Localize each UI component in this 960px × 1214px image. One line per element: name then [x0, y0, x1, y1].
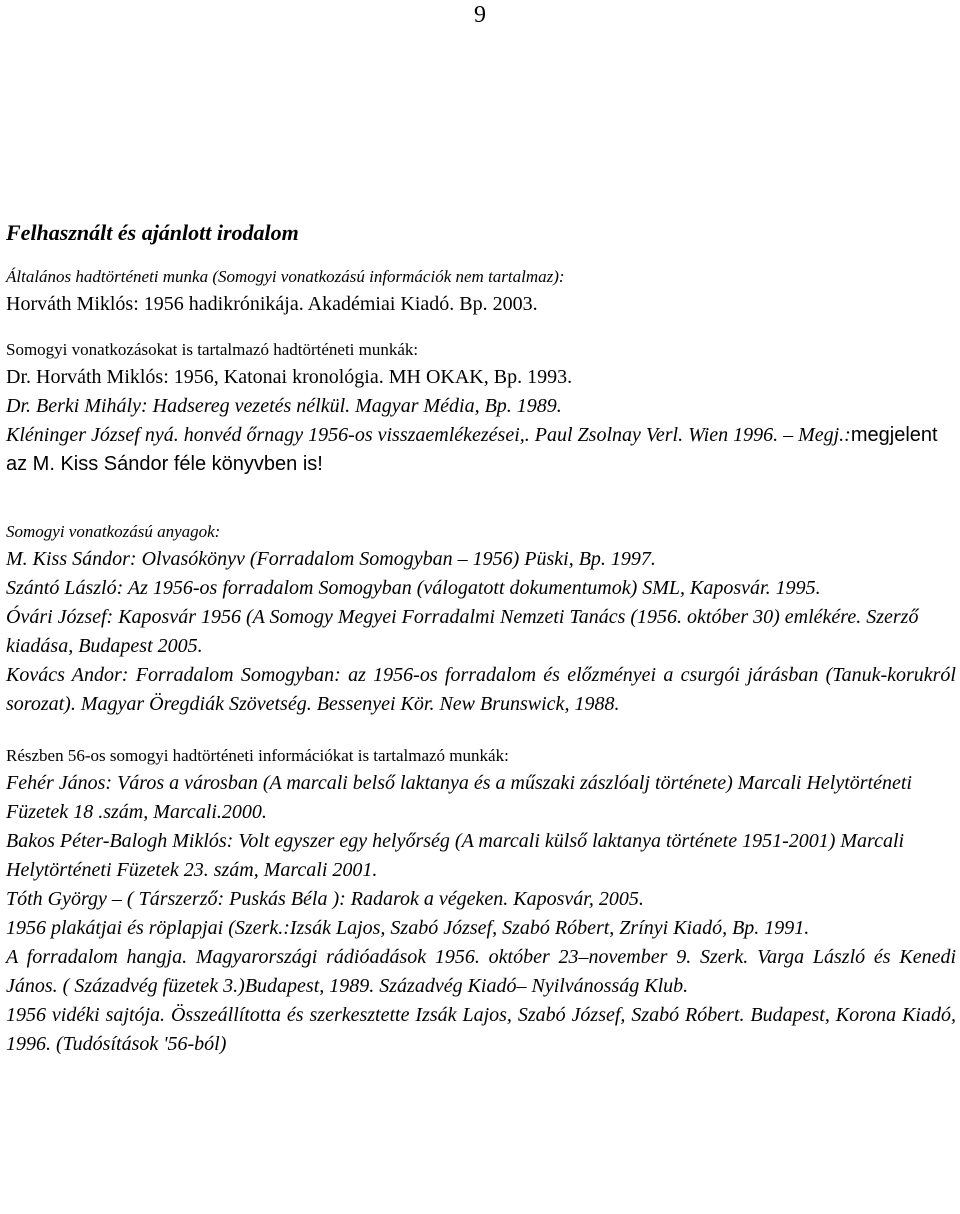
entry-note: megjelent az M. Kiss Sándor féle könyvben is! — [6, 424, 938, 475]
bibliography-entry: Szántó László: Az 1956-os forradalom Somogyban (válogatott dokumentumok) SML, Kaposvár. 1995. — [6, 577, 821, 599]
section-label-general: Általános hadtörténeti munka (Somogyi vonatkozású információk nem tartalmaz): — [6, 267, 565, 286]
entry-citation: Kléninger József nyá. honvéd őrnagy 1956-os visszaemlékezései,. Paul Zsolnay Verl. Wien 1996. – Megj.: — [6, 424, 851, 446]
bibliography-entry — [6, 421, 956, 479]
bibliography — [6, 218, 956, 1059]
bibliography-entry: Óvári József: Kaposvár 1956 (A Somogy Megyei Forradalmi Nemzeti Tanács (1956. október 30) emlékére. Szerző kiadása, Budapest 2005. — [6, 606, 919, 657]
bibliography-entry: Tóth György – ( Társzerző: Puskás Béla ): Radarok a végeken. Kaposvár, 2005. — [6, 888, 644, 910]
section-label-somogy-materials: Somogyi vonatkozású anyagok: — [6, 522, 221, 541]
bibliography-entry: 1956 vidéki sajtója. Összeállította és szerkesztette Izsák Lajos, Szabó József, Szabó Róbert. Budapest, Korona Kiadó, 1996. (Tudósítások '56-ból) — [6, 1004, 956, 1055]
bibliography-entry: Dr. Horváth Miklós: 1956, Katonai kronológia. MH OKAK, Bp. 1993. — [6, 366, 573, 388]
bibliography-entry: M. Kiss Sándor: Olvasókönyv (Forradalom Somogyban – 1956) Püski, Bp. 1997. — [6, 548, 656, 570]
bibliography-entry: Kovács Andor: Forradalom Somogyban: az 1956-os forradalom és előzményei a csurgói járásban (Tanuk-korukról sorozat). Magyar Öregdiák Szövetség. Bessenyei Kör. New Brunswick, 1988. — [6, 664, 956, 715]
bibliography-entry: A forradalom hangja. Magyarországi rádióadások 1956. október 23–november 9. Szerk. Varga László és Kenedi János. ( Századvég füzetek 3.)Budapest, 1989. Századvég Kiadó– Nyilvánosság Klub. — [6, 946, 956, 997]
section-heading: Felhasznált és ajánlott irodalom — [6, 220, 299, 245]
bibliography-entry: Bakos Péter-Balogh Miklós: Volt egyszer egy helyőrség (A marcali külső laktanya története 1951-2001) Marcali Helytörténeti Füzetek 23. szám, Marcali 2001. — [6, 830, 905, 881]
section-label-somogy-military: Somogyi vonatkozásokat is tartalmazó hadtörténeti munkák: — [6, 340, 419, 359]
bibliography-entry: Dr. Berki Mihály: Hadsereg vezetés nélkül. Magyar Média, Bp. 1989. — [6, 395, 562, 417]
bibliography-entry: 1956 plakátjai és röplapjai (Szerk.:Izsák Lajos, Szabó József, Szabó Róbert, Zrínyi Kiadó, Bp. 1991. — [6, 917, 810, 939]
page-number: 9 — [474, 2, 486, 28]
section-label-partial: Részben 56-os somogyi hadtörténeti információkat is tartalmazó munkák: — [6, 746, 509, 765]
bibliography-entry: Horváth Miklós: 1956 hadikrónikája. Akadémiai Kiadó. Bp. 2003. — [6, 293, 538, 315]
bibliography-entry: Fehér János: Város a városban (A marcali belső laktanya és a műszaki zászlóalj története) Marcali Helytörténeti Füzetek 18 .szám, Marcali.2000. — [6, 772, 912, 823]
